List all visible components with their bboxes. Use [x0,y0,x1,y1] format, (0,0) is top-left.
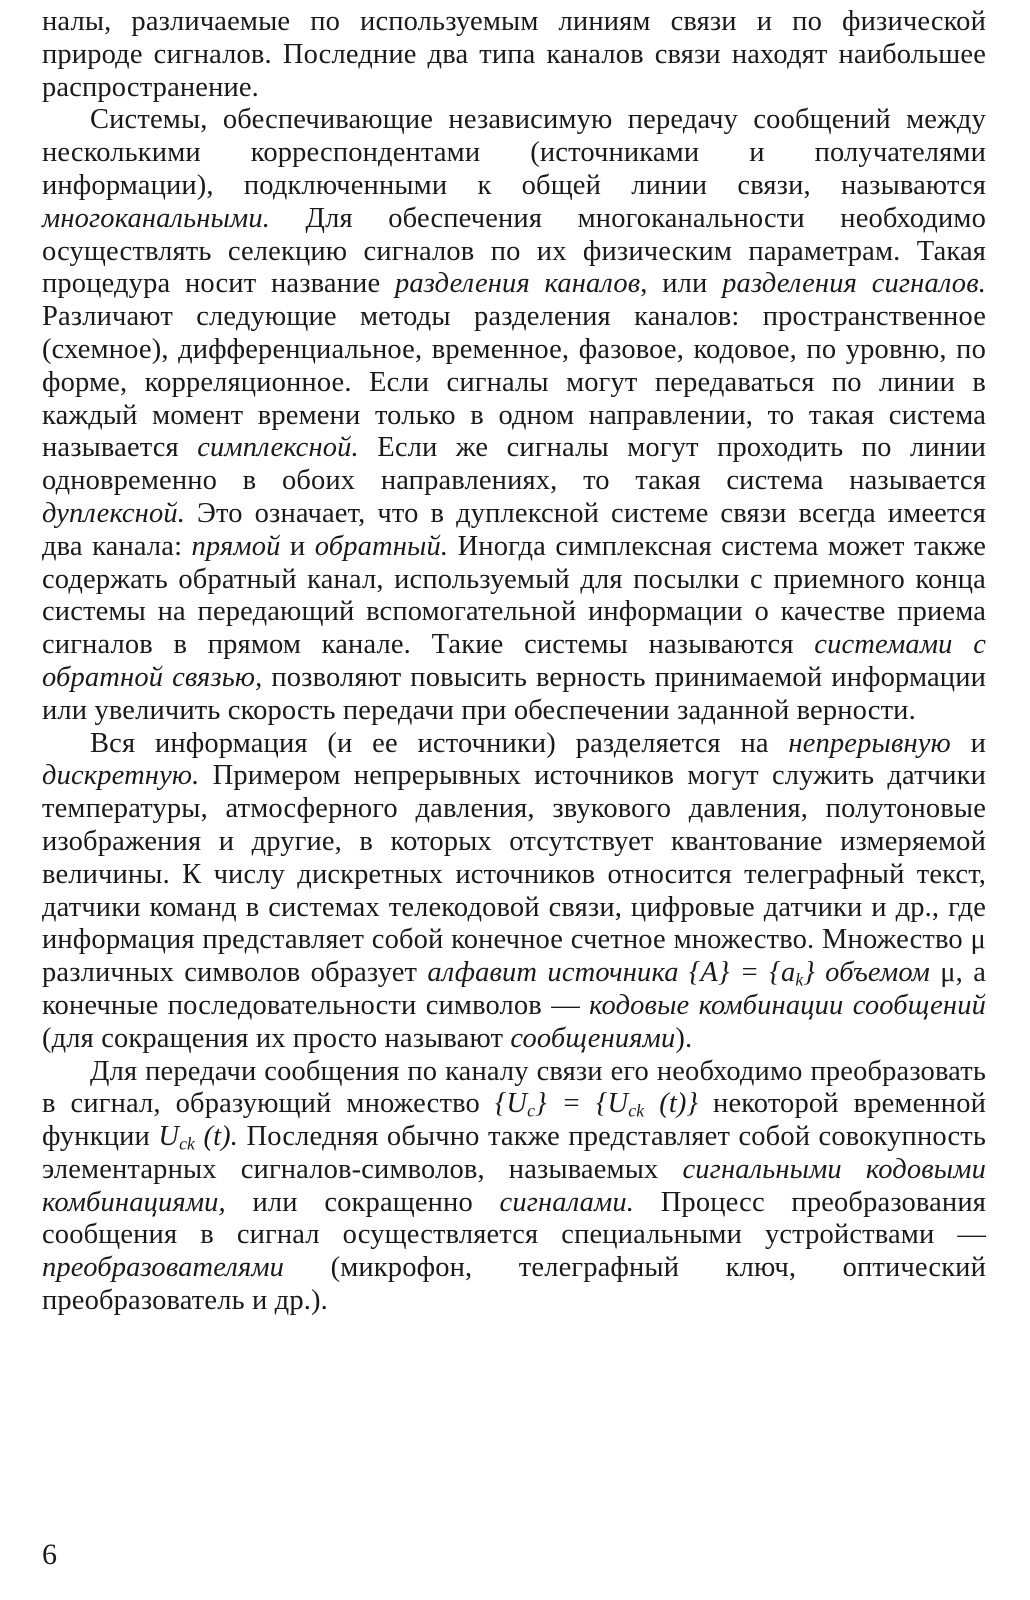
text-run: (для сокращения их просто называют [42,1022,511,1054]
text-run: Различают следующие методы разделения каналов: пространственное (схемное), дифференциальное, временное, фазовое, кодовое, по уровню, по форме, корреляционное. Если сигналы могут передаваться по линии в каждый момент времени только в одном направлении, то такая система называется [42,301,986,464]
term-continuous: непрерывную [788,727,951,759]
term-volume: объемом [825,957,930,989]
text-run: Системы, обеспечивающие независимую передачу сообщений между несколькими корреспондентами (источниками и получателями информации), подключенными к общей линии связи, называются [42,104,986,201]
text-run: и [950,727,986,759]
term-forward: прямой [191,530,281,562]
text-run: , или [640,268,723,300]
text-run: (микрофон, телеграфный ключ, оптический преобразователь и др.). [42,1252,986,1317]
text-run: μ, а конечные последовательности символов — [42,957,986,1021]
page-number: 6 [42,1538,57,1571]
text-run: Для передачи сообщения по каналу связи его необходимо преобразовать в сигнал, образующий множество [42,1055,986,1120]
term-duplex: дуплексной. [42,497,186,529]
formula-part: (t). [195,1121,239,1153]
formula-part: U [158,1121,180,1153]
text-run: Это означает, что в дуплексной системе связи всегда имеется два канала: [42,497,986,562]
text-run: и [280,530,315,562]
term-messages: сообщениями [510,1022,676,1054]
text-run: ). [675,1022,693,1054]
term-multichannel: многоканальными. [42,202,271,234]
term-channel-separation: разделения каналов [394,268,641,300]
text-run: Вся информация (и ее источники) разделяется на [90,727,789,759]
paragraph-2 [42,104,986,727]
formula-subscript: ck [628,1100,645,1121]
text-run [815,957,825,988]
formula-part: {A} = {a [688,957,796,989]
text-run: некоторой временной функции [42,1088,987,1153]
formula-time-function [158,1121,238,1152]
text-run: Последняя обычно также представляет собой совокупность элементарных сигналов-символов, называемых [42,1121,987,1185]
text-run: или сокращенно [225,1186,500,1218]
formula-alphabet [689,957,815,988]
paragraph-4 [42,1056,986,1318]
term-code-combinations: кодовые комбинации сообщений [589,989,986,1021]
text-run: Иногда симплексная система может также содержать обратный канал, используемый для посылки с приемного конца системы на передающий вспомогательной информации о качестве приема сигналов в прямом канале. Такие системы называются [42,530,987,661]
text-run: налы, различаемые по используемым линиям связи и по физической природе сигналов. Последние два типа каналов связи находят наибольшее распространение. [42,6,986,103]
term-converters: преобразователями [42,1252,285,1284]
formula-subscript: k [795,969,804,990]
formula-signal-set [495,1088,698,1119]
term-reverse: обратный. [314,530,449,562]
paragraph-3 [42,728,986,1056]
formula-part: (t)} [644,1088,699,1120]
term-source-alphabet: алфавит источника [427,957,679,989]
formula-subscript: ck [179,1133,196,1154]
text-run: Для обеспечения многоканальности необходимо осуществлять селекцию сигналов по их физическим параметрам. Такая процедура носит название [42,202,986,300]
term-signal-code-combinations: сигнальными кодовыми комбинациями, [42,1153,986,1218]
text-run: позволяют повысить верность принимаемой информации или увеличить скорость передачи при обеспечении заданной верности. [42,661,986,726]
term-feedback-systems: системами с обратной связью, [42,629,987,693]
text-run [679,957,689,988]
term-signal-separation: разделения сигналов. [722,268,986,300]
text-run: Процесс преобразования сообщения в сигнал осуществляется специальными устройствами — [42,1186,986,1251]
text-run: Примером непрерывных источников могут служить датчики температуры, атмосферного давления, звукового давления, полутоновые изображения и другие, в которых отсутствует квантование измеряемой величины. К числу дискретных источников относится телеграфный текст, датчики команд в системах телекодовой связи, цифровые датчики и др., где информация представляет собой конечное счетное множество. Множество μ различных символов образует [42,760,986,989]
term-discrete: дискретную. [42,760,200,792]
formula-part: } [803,957,815,989]
formula-subscript: c [527,1100,536,1121]
term-signals: сигналами. [499,1186,635,1218]
formula-part: } = {U [535,1088,629,1120]
term-simplex: симплексной. [197,432,359,464]
text-run: Если же сигналы могут проходить по линии одновременно в обоих направлениях, то такая система называется [42,432,986,497]
page-body [42,6,986,1318]
paragraph-1 [42,6,986,104]
formula-part: {U [494,1088,528,1120]
